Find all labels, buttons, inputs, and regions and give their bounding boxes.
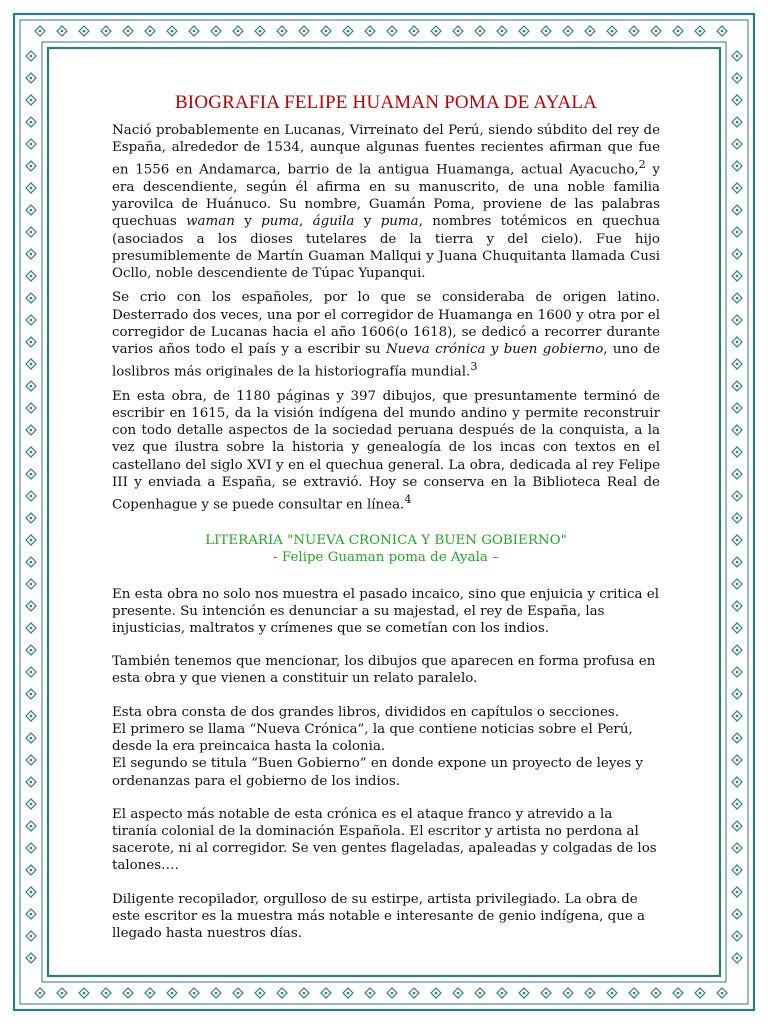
border-ornament <box>255 988 265 998</box>
border-ornament <box>732 755 742 765</box>
border-ornament <box>189 988 199 998</box>
paragraph-conclusion: Diligente recopilador, orgulloso de su estirpe, artista privilegiado. La obra de este escritor es la muestra más notable e interesante de genio indígena, que a llegado hasta nuestros días. <box>112 891 646 941</box>
border-ornament <box>732 601 742 611</box>
border-ornament <box>695 988 705 998</box>
border-ornament <box>732 271 742 281</box>
border-ornament <box>651 988 661 998</box>
border-ornament <box>732 315 742 325</box>
border-ornament <box>695 26 705 36</box>
italic-term: puma <box>380 214 419 230</box>
page-title: BIOGRAFIA FELIPE HUAMAN POMA DE AYALA <box>174 92 598 113</box>
text-span: , nombres totémicos en quechua (asociados a los dioses tutelares de la tierra y del cielo). Fue hijo presumiblemente de Martín Guaman Mallqui y Juana Chuquitanta llamada Cusi Ocllo, noble descendiente de Túpac Yupanqui. <box>112 214 661 282</box>
border-ornament <box>26 73 36 83</box>
border-ornament <box>26 491 36 501</box>
border-ornament <box>409 988 419 998</box>
border-ornament <box>431 26 441 36</box>
border-ornament <box>732 95 742 105</box>
border-ornament <box>26 271 36 281</box>
border-ornament <box>101 26 111 36</box>
border-ornament <box>732 821 742 831</box>
border-ornament <box>732 183 742 193</box>
border-ornament <box>79 988 89 998</box>
border-ornament <box>732 227 742 237</box>
border-ornament <box>26 799 36 809</box>
document-page <box>112 92 660 942</box>
border-ornament <box>26 755 36 765</box>
border-ornament <box>732 139 742 149</box>
section-subheading: - Felipe Guaman poma de Ayala – <box>273 549 499 565</box>
border-ornament <box>79 26 89 36</box>
border-ornament <box>732 623 742 633</box>
border-ornament <box>475 26 485 36</box>
paragraph-books-2: El primero se llama “Nueva Crónica”, la que contiene noticias sobre el Perú, desde la era preincaica hasta la colonia. <box>112 721 633 755</box>
border-ornament <box>145 988 155 998</box>
border-ornament <box>732 469 742 479</box>
text-span: Nació probablemente en Lucanas, Virreinato del Perú, siendo súbdito del rey de España, alrededor de 1534, aunque algunas fuentes recientes afirman que fue en 1556 en Andamarca, barrio de la antigua Huamanga, actual Ayacucho, <box>112 123 660 178</box>
border-ornament <box>26 711 36 721</box>
border-ornament <box>732 205 742 215</box>
border-ornament <box>732 249 742 259</box>
border-ornament <box>732 887 742 897</box>
border-ornament <box>732 293 742 303</box>
border-ornament <box>321 988 331 998</box>
border-ornament <box>673 26 683 36</box>
border-ornament <box>26 249 36 259</box>
text-span: y era descendiente, según él afirma en su manuscrito, de una noble familia yarovilca de Huánuco. Su nombre, Guamán Poma, proviene de las palabras quechuas <box>112 162 660 230</box>
border-ornament <box>717 988 727 998</box>
border-ornament <box>497 26 507 36</box>
border-ornament <box>211 26 221 36</box>
border-ornament <box>26 117 36 127</box>
text-span: Se crio con los españoles, por lo que se consideraba de origen latino. Desterrado dos veces, una por el corregidor de Huamanga en 1600 y otra por el corregidor de Lucanas hacia el año 1606(o 1618), se dedicó a recorrer durante varios años todo el país y a escribir su <box>112 290 660 357</box>
border-ornament <box>732 535 742 545</box>
border-ornament <box>26 95 36 105</box>
border-ornament <box>211 988 221 998</box>
border-ornament <box>732 425 742 435</box>
border-ornament <box>26 447 36 457</box>
border-ornament <box>453 988 463 998</box>
border-ornament <box>26 689 36 699</box>
paragraph-exile <box>112 289 660 380</box>
border-ornament <box>732 799 742 809</box>
border-ornament <box>299 26 309 36</box>
text-span: , <box>299 214 313 230</box>
footnote-ref: 4 <box>404 493 412 506</box>
italic-term: puma <box>261 214 300 230</box>
border-ornament <box>732 645 742 655</box>
border-ornament <box>651 26 661 36</box>
border-ornament <box>541 988 551 998</box>
border-ornament <box>189 26 199 36</box>
border-ornament <box>26 205 36 215</box>
border-ornament <box>26 821 36 831</box>
border-ornament <box>26 667 36 677</box>
border-ornament <box>732 403 742 413</box>
border-ornament <box>563 26 573 36</box>
text-span: , uno de loslibros más originales de la historiografía mundial. <box>112 341 661 380</box>
border-ornament <box>519 988 529 998</box>
border-ornament <box>167 26 177 36</box>
border-ornament <box>26 359 36 369</box>
border-ornament <box>629 988 639 998</box>
border-ornament <box>57 988 67 998</box>
border-ornament <box>732 73 742 83</box>
border-ornament <box>475 988 485 998</box>
border-ornament <box>343 988 353 998</box>
border-ornament <box>26 315 36 325</box>
border-ornament <box>26 909 36 919</box>
border-ornament <box>26 161 36 171</box>
border-ornament <box>717 26 727 36</box>
border-ornament <box>673 988 683 998</box>
border-ornament <box>732 711 742 721</box>
border-ornament <box>732 953 742 963</box>
border-ornament <box>26 51 36 61</box>
footnote-ref: 2 <box>638 158 646 172</box>
border-ornament <box>497 988 507 998</box>
border-ornament <box>365 988 375 998</box>
border-ornament <box>35 988 45 998</box>
border-ornament <box>585 26 595 36</box>
border-ornament <box>365 26 375 36</box>
border-ornament <box>26 513 36 523</box>
border-ornament <box>35 26 45 36</box>
border-ornament <box>732 117 742 127</box>
paragraph-drawings: También tenemos que mencionar, los dibujos que aparecen en forma profusa en esta obra y que vienen a constituir un relato paralelo. <box>112 654 656 687</box>
border-ornament <box>26 931 36 941</box>
border-ornament <box>26 293 36 303</box>
border-ornament <box>607 26 617 36</box>
border-ornament <box>732 865 742 875</box>
border-ornament <box>732 843 742 853</box>
border-ornament <box>732 161 742 171</box>
border-ornament <box>732 337 742 347</box>
border-ornament <box>732 733 742 743</box>
text-span: En esta obra, de 1180 páginas y 397 dibujos, que presuntamente terminó de escribir en 1615, da la visión indígena del mundo andino y permite reconstruir con todo detalle aspectos de la sociedad peruana después de la conquista, a la vez que ilustra sobre la historia y genealogía de los incas con textos en el castellano del siglo XVI y en el quechua general. La obra, dedicada al rey Felipe III y enviada a España, se extravió. Hoy se conserva en la Biblioteca Real de Copenhague y se puede consultar en línea. <box>112 388 660 513</box>
border-ornament <box>453 26 463 36</box>
border-ornament <box>26 887 36 897</box>
border-ornament <box>101 988 111 998</box>
border-ornament <box>277 988 287 998</box>
border-ornament <box>519 26 529 36</box>
border-ornament <box>26 843 36 853</box>
border-ornament <box>431 988 441 998</box>
border-ornament <box>26 777 36 787</box>
paragraph-work <box>112 388 660 514</box>
border-ornament <box>26 425 36 435</box>
border-ornament <box>732 667 742 677</box>
border-ornament <box>732 909 742 919</box>
footnote-ref: 3 <box>470 360 478 374</box>
border-ornament <box>277 26 287 36</box>
border-ornament <box>233 26 243 36</box>
border-ornament <box>732 557 742 567</box>
border-ornament <box>387 26 397 36</box>
border-ornament <box>26 623 36 633</box>
section-heading: LITERARIA "NUEVA CRONICA Y BUEN GOBIERNO" <box>205 532 567 548</box>
border-ornament <box>732 777 742 787</box>
border-ornament <box>255 26 265 36</box>
border-ornament <box>123 988 133 998</box>
border-ornament <box>123 26 133 36</box>
border-ornament <box>26 469 36 479</box>
italic-term: waman <box>186 214 235 230</box>
border-ornament <box>167 988 177 998</box>
border-ornament <box>26 865 36 875</box>
border-ornament <box>541 26 551 36</box>
paragraph-books-1: Esta obra consta de dos grandes libros, divididos en capítulos o secciones. <box>112 704 620 720</box>
border-ornament <box>26 183 36 193</box>
text-span: y <box>234 214 262 230</box>
border-ornament <box>732 689 742 699</box>
border-ornament <box>732 579 742 589</box>
border-ornament <box>299 988 309 998</box>
paragraph-critique: El aspecto más notable de esta crónica es el ataque franco y atrevido a la tiranía colonial de la dominación Española. El escritor y artista no perdona al sacerote, ni al corregidor. Se ven gentes flageladas, apaleadas y colgadas de los talones…. <box>112 806 657 874</box>
border-ornament <box>145 26 155 36</box>
border-ornament <box>732 931 742 941</box>
italic-term: águila <box>312 214 355 230</box>
border-ornament <box>26 645 36 655</box>
border-ornament <box>26 139 36 149</box>
border-ornament <box>732 513 742 523</box>
border-ornament <box>732 381 742 391</box>
border-ornament <box>26 579 36 589</box>
border-ornament <box>409 26 419 36</box>
border-ornament <box>343 26 353 36</box>
border-ornament <box>26 733 36 743</box>
border-ornament <box>732 491 742 501</box>
border-ornament <box>321 26 331 36</box>
text-span: y <box>354 214 381 230</box>
border-ornament <box>387 988 397 998</box>
border-ornament <box>563 988 573 998</box>
border-ornament <box>26 337 36 347</box>
border-ornament <box>629 26 639 36</box>
paragraph-books-3: El segundo se titula “Buen Gobierno” en donde expone un proyecto de leyes y ordenanzas para el gobierno de los indios. <box>112 756 644 789</box>
border-ornament <box>732 51 742 61</box>
italic-book-title: Nueva crónica y buen gobierno <box>385 341 604 357</box>
border-ornament <box>57 26 67 36</box>
border-ornament <box>26 227 36 237</box>
border-ornament <box>732 447 742 457</box>
border-ornament <box>26 557 36 567</box>
border-ornament <box>26 953 36 963</box>
border-ornament <box>26 601 36 611</box>
border-ornament <box>26 535 36 545</box>
border-ornament <box>233 988 243 998</box>
paragraph-intent: En esta obra no solo nos muestra el pasado incaico, sino que enjuicia y critica el presente. Su intención es denunciar a su majestad, el rey de España, las injusticias, maltratos y crímenes que se cometían con los indios. <box>112 586 660 637</box>
border-ornament <box>732 359 742 369</box>
border-ornament <box>26 403 36 413</box>
border-ornament <box>585 988 595 998</box>
border-ornament <box>26 381 36 391</box>
border-ornament <box>607 988 617 998</box>
paragraph-biography <box>112 122 660 282</box>
